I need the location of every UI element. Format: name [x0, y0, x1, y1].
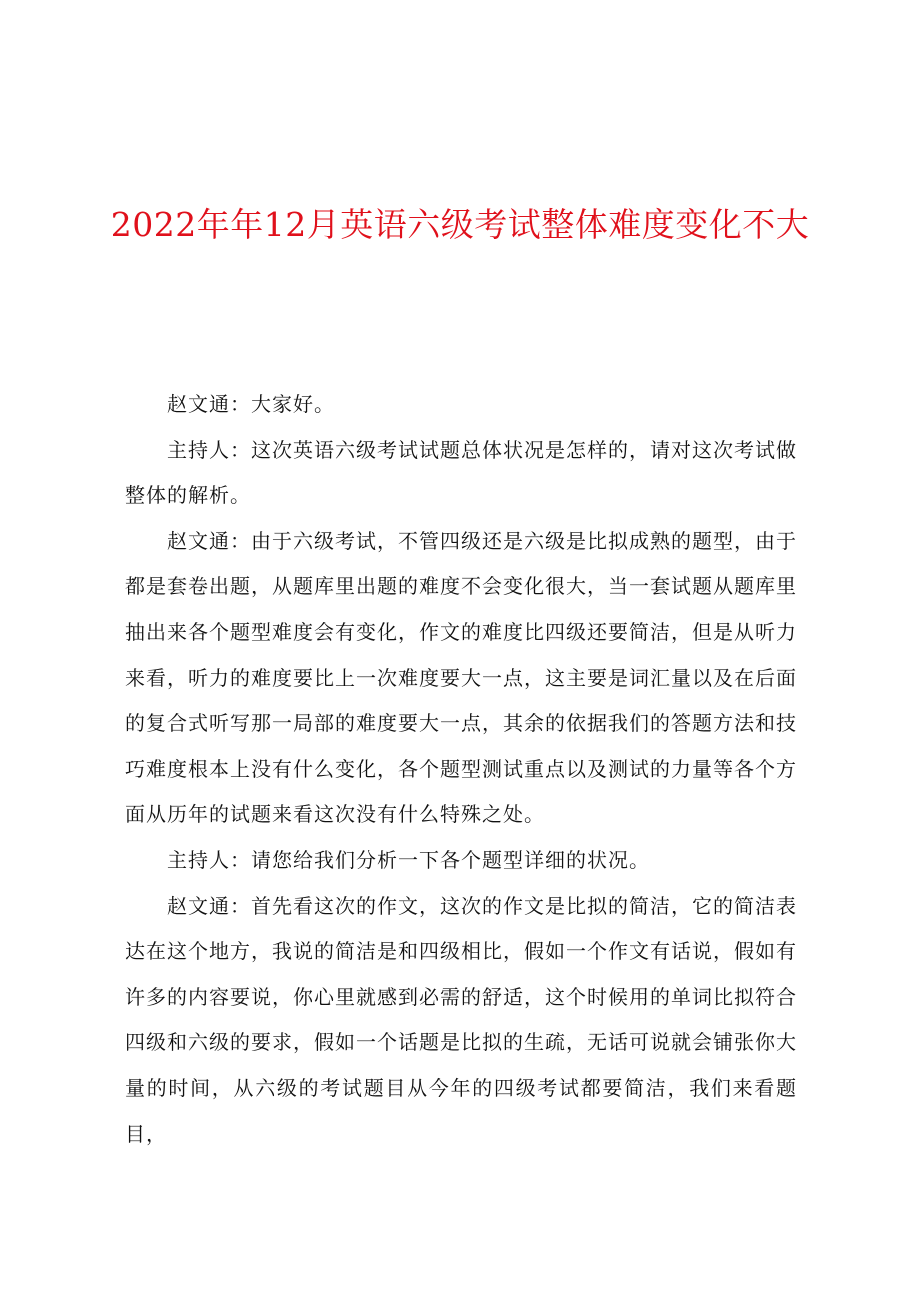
paragraph-answer-overview: 赵文通：由于六级考试，不管四级还是六级是比拟成熟的题型，由于都是套卷出题，从题库里出题的难度不会变化很大，当一套试题从题库里抽出来各个题型难度会有变化，作文的难度比四级还要简洁，但是从听力来看，听力的难度要比上一次难度要大一点，这主要是词汇量以及在后面的复合式听写那一局部的难度要大一点，其余的依据我们的答题方法和技巧难度根本上没有什么变化，各个题型测试重点以及测试的力量等各个方面从历年的试题来看这次没有什么特殊之处。: [125, 528, 797, 827]
paragraph-host-question-1: 主持人：这次英语六级考试试题总体状况是怎样的，请对这次考试做整体的解析。: [125, 437, 797, 508]
document-body: [125, 382, 797, 1157]
paragraph-host-question-2: 主持人：请您给我们分析一下各个题型详细的状况。: [167, 847, 650, 872]
paragraph-greeting: 赵文通：大家好。: [167, 392, 335, 416]
paragraph-answer-writing: 赵文通：首先看这次的作文，这次的作文是比拟的简洁，它的简洁表达在这个地方，我说的简洁是和四级相比，假如一个作文有话说，假如有许多的内容要说，你心里就感到必需的舒适，这个时候用的单词比拟符合四级和六级的要求，假如一个话题是比拟的生疏，无话可说就会铺张你大量的时间，从六级的考试题目从今年的四级考试都要简洁，我们来看题目，: [125, 893, 797, 1146]
document-title: 2022年年12月英语六级考试整体难度变化不大: [110, 205, 810, 244]
